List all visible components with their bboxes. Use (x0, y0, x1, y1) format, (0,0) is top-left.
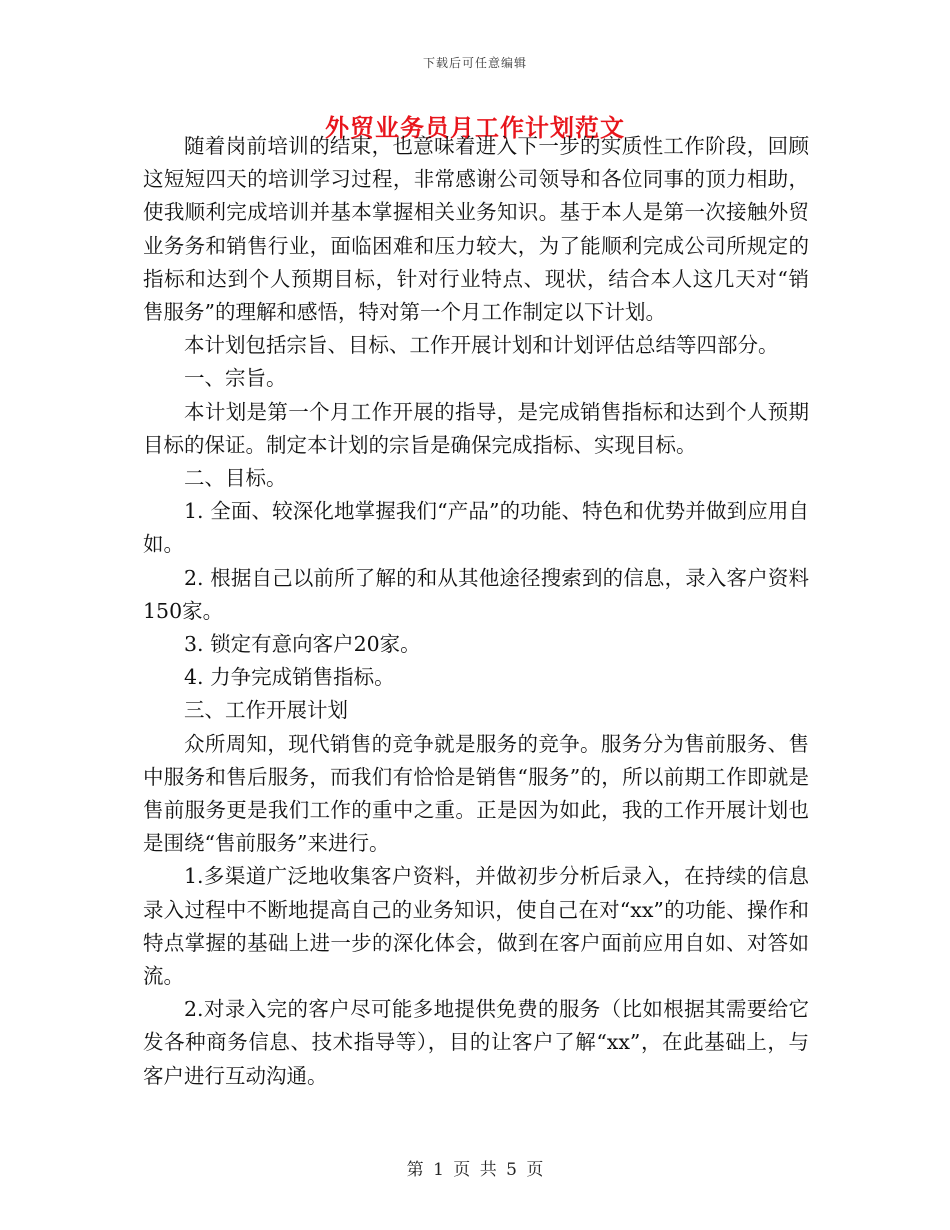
page-header: 下载后可任意编辑 (422, 56, 527, 70)
heading-work-plan: 三、工作开展计划 (184, 698, 348, 723)
paragraph-overview: 本计划包括宗旨、目标、工作开展计划和计划评估总结等四部分。 (184, 333, 779, 358)
document-title: 外贸业务员月工作计划范文 (325, 113, 625, 142)
goal-item-2: 2. 根据自己以前所了解的和从其他途径搜索到的信息，录入客户资料150家。 (143, 565, 809, 623)
goal-item-4: 4. 力争完成销售指标。 (184, 665, 395, 690)
paragraph-purpose: 本计划是第一个月工作开展的指导，是完成销售指标和达到个人预期目标的保证。制定本计划的宗旨是确保完成指标、实现目标。 (143, 399, 809, 457)
goal-item-1: 1. 全面、较深化地掌握我们“产品”的功能、特色和优势并做到应用自如。 (143, 499, 809, 557)
plan-item-2: 2.对录入完的客户尽可能多地提供免费的服务（比如根据其需要给它发各种商务信息、技术指导等），目的让客户了解“xx”，在此基础上，与客户进行互动沟通。 (143, 997, 809, 1088)
plan-item-1: 1.多渠道广泛地收集客户资料，并做初步分析后录入，在持续的信息录入过程中不断地提高自己的业务知识，使自己在对“xx”的功能、操作和特点掌握的基础上进一步的深化体会，做到在客户面前应用自如、对答如流。 (143, 864, 809, 989)
paragraph-work-plan: 众所周知，现代销售的竞争就是服务的竞争。服务分为售前服务、售中服务和售后服务，而我们有恰恰是销售“服务”的，所以前期工作即就是售前服务更是我们工作的重中之重。正是因为如此，我的工作开展计划也是围绕“售前服务”来进行。 (143, 731, 809, 856)
page-footer: 第 1 页 共 5 页 (406, 1160, 544, 1180)
heading-purpose: 一、宗旨。 (184, 366, 287, 391)
heading-goals: 二、目标。 (184, 466, 287, 491)
paragraph-intro: 随着岗前培训的结束，也意味着进入下一步的实质性工作阶段，回顾这短短四天的培训学习过程，非常感谢公司领导和各位同事的顶力相助，使我顺利完成培训并基本掌握相关业务知识。基于本人是第一次接触外贸业务务和销售行业，面临困难和压力较大，为了能顺利完成公司所规定的指标和达到个人预期目标，针对行业特点、现状，结合本人这几天对“销售服务”的理解和感悟，特对第一个月工作制定以下计划。 (143, 134, 809, 325)
goal-item-3: 3. 锁定有意向客户20家。 (184, 632, 421, 657)
document-body (143, 130, 809, 1093)
